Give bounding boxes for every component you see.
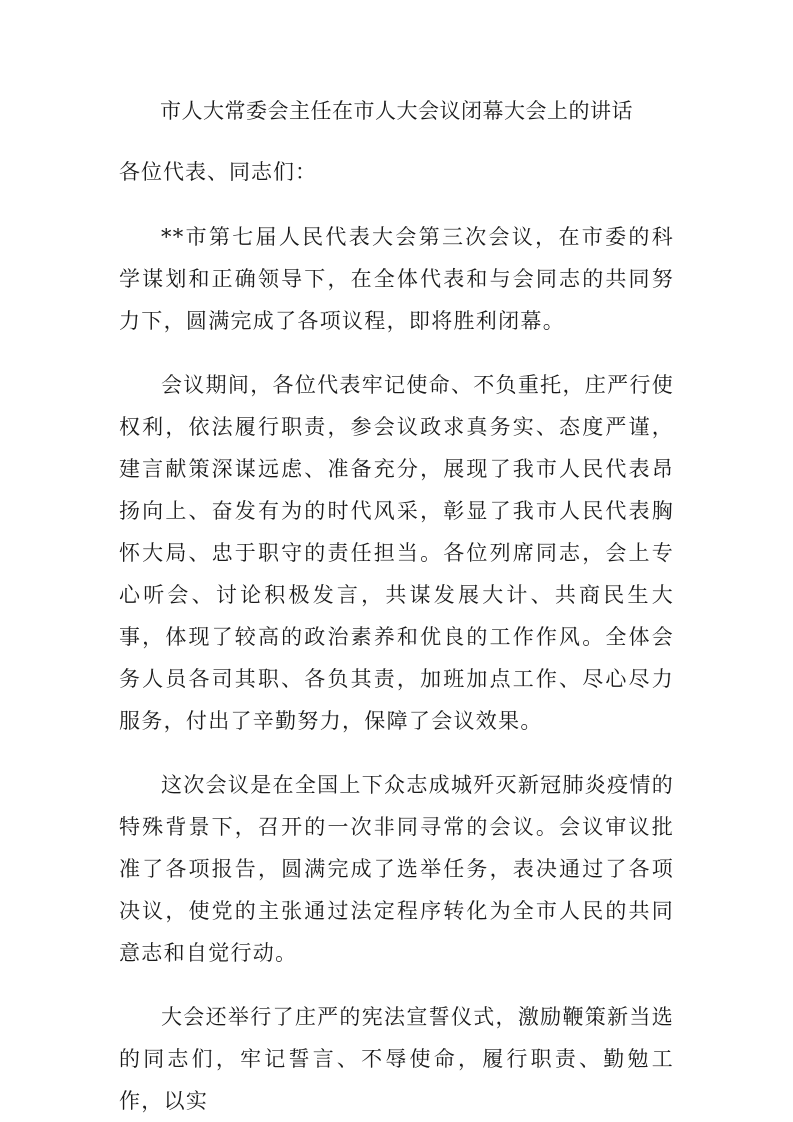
document-body: [119, 156, 674, 1122]
paragraph-3: 这次会议是在全国上下众志成城歼灭新冠肺炎疫情的特殊背景下，召开的一次非同寻常的会议。会议审议批准了各项报告，圆满完成了选举任务，表决通过了各项决议，使党的主张通过法定程序转化为全市人民的共同意志和自觉行动。: [119, 773, 674, 965]
paragraph-4: 大会还举行了庄严的宪法宣誓仪式，激励鞭策新当选的同志们，牢记誓言、不辱使命，履行职责、勤勉工作，以实: [119, 1005, 674, 1113]
salutation: 各位代表、同志们：: [119, 160, 317, 184]
paragraph-2: 会议期间，各位代表牢记使命、不负重托，庄严行使权利，依法履行职责，参会议政求真务实、态度严谨，建言献策深谋远虑、准备充分，展现了我市人民代表昂扬向上、奋发有为的时代风采，彰显了我市人民代表胸怀大局、忠于职守的责任担当。各位列席同志，会上专心听会、讨论积极发言，共谋发展大计、共商民生大事，体现了较高的政治素养和优良的工作作风。全体会务人员各司其职、各负其责，加班加点工作、尽心尽力服务，付出了辛勤努力，保障了会议效果。: [119, 373, 674, 733]
document-title: 市人大常委会主任在市人大会议闭幕大会上的讲话: [160, 99, 633, 123]
paragraph-1: **市第七届人民代表大会第三次会议，在市委的科学谋划和正确领导下，在全体代表和与会同志的共同努力下，圆满完成了各项议程，即将胜利闭幕。: [119, 225, 674, 333]
